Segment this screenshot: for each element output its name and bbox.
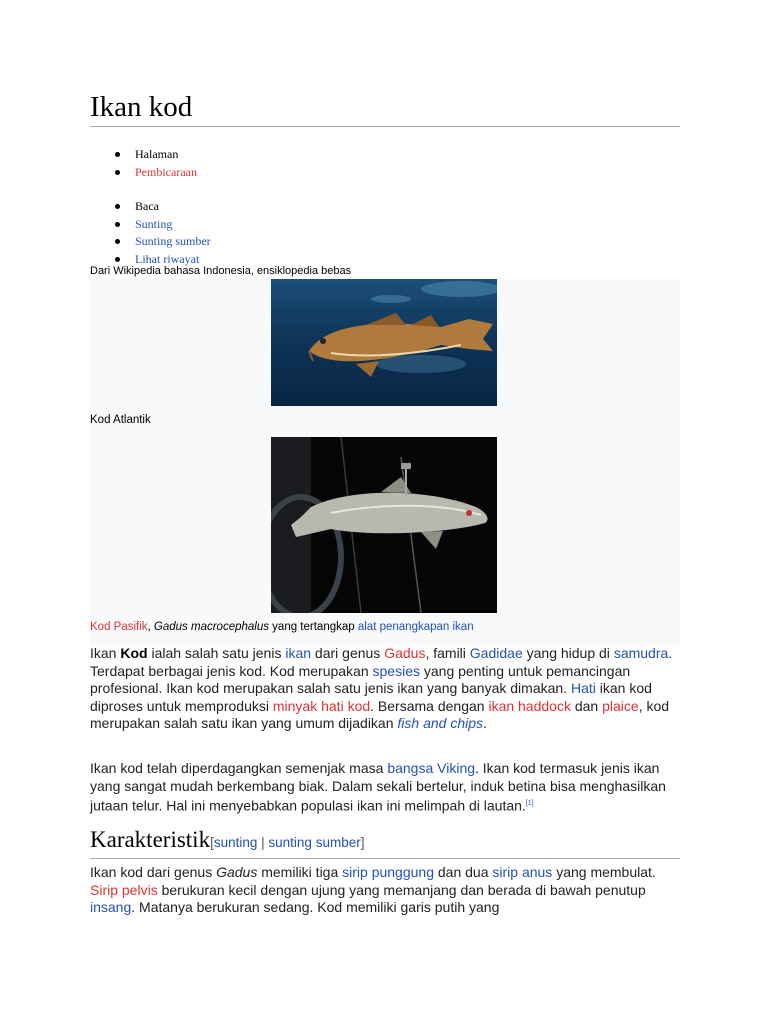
link-section-sunting[interactable]: sunting	[213, 835, 258, 850]
link-ikan-haddock[interactable]: ikan haddock	[488, 697, 571, 714]
link-sirip-anus[interactable]: sirip anus	[492, 864, 553, 880]
link-alat-penangkapan-ikan[interactable]: alat penangkapan ikan	[357, 621, 474, 633]
characteristics-paragraph: Ikan kod dari genus Gadus memiliki tiga sirip punggung dan dua sirip anus yang membulat. Sirip pelvis berukuran kecil dengan ujung yang memanjang dan berada di bawah penutup insang. Matanya berukuran sedang. Kod memiliki garis putih yang	[90, 864, 656, 916]
link-ikan[interactable]: ikan	[285, 645, 312, 661]
history-paragraph: Ikan kod telah diperdagangkan semenjak masa bangsa Viking. Ikan kod termasuk jenis ikan yang sangat mudah berkembang biak. Dalam sekali bertelur, induk betina bisa menghasilkan jutaan telur. Hal ini menyebabkan populasi ikan ini melimpah di lautan.[1]	[90, 760, 666, 814]
intro-paragraph: Ikan Kod ialah salah satu jenis ikan dari genus Gadus, famili Gadidae yang hidup di samudra. Terdapat berbagai jenis kod. Kod merupakan spesies yang penting untuk pemancingan profesional. Ikan kod merupakan salah satu jenis ikan yang banyak dimakan. Hati ikan kod diproses untuk memproduksi minyak hati kod. Bersama dengan ikan haddock dan plaice, kod merupakan salah satu ikan yang umum dijadikan fish and chips.	[90, 645, 673, 732]
tab-baca[interactable]: Baca	[90, 198, 211, 216]
namespace-tabs	[90, 146, 197, 181]
link-hati[interactable]: Hati	[570, 680, 596, 697]
caption-pacific-cod: Kod Pasifik, Gadus macrocephalus yang tertangkap alat penangkapan ikan	[90, 621, 474, 633]
tab-sunting-sumber[interactable]: Sunting sumber	[90, 233, 211, 251]
link-minyak-hati-kod[interactable]: minyak hati kod	[272, 697, 371, 714]
link-sirip-punggung[interactable]: sirip punggung	[342, 864, 434, 880]
view-tabs	[90, 198, 211, 268]
link-spesies[interactable]: spesies	[372, 662, 420, 679]
pacific-cod-illustration	[271, 437, 497, 613]
tab-pembicaraan[interactable]: Pembicaraan	[90, 164, 197, 182]
atlantic-cod-image[interactable]	[271, 279, 497, 406]
tab-halaman[interactable]: Halaman	[90, 146, 197, 164]
link-kod-pasifik[interactable]: Kod Pasifik	[90, 621, 148, 633]
reference-1[interactable]: [1]	[525, 800, 534, 808]
link-fish-and-chips[interactable]: fish and chips	[397, 715, 484, 732]
link-section-sunting-sumber[interactable]: sunting sumber	[268, 835, 361, 850]
caption-atlantic-cod[interactable]: Kod Atlantik	[90, 414, 151, 426]
link-gadidae[interactable]: Gadidae	[469, 645, 523, 661]
section-edit-links: [sunting | sunting sumber]	[210, 835, 365, 850]
tab-lihat-riwayat[interactable]: Lihat riwayat	[90, 251, 211, 269]
page-title: Ikan kod	[90, 90, 680, 127]
site-tagline: Dari Wikipedia bahasa Indonesia, ensiklopedia bebas	[90, 265, 352, 277]
link-insang[interactable]: insang	[90, 899, 132, 916]
link-bangsa-viking[interactable]: bangsa Viking	[387, 760, 476, 776]
section-heading-karakteristik: Karakteristik[sunting | sunting sumber]	[90, 826, 680, 859]
link-sirip-pelvis[interactable]: Sirip pelvis	[90, 881, 158, 898]
tab-sunting[interactable]: Sunting	[90, 216, 211, 234]
atlantic-cod-illustration	[271, 279, 497, 406]
image-gallery	[90, 279, 680, 645]
pacific-cod-image[interactable]	[271, 437, 497, 613]
link-gadus[interactable]: Gadus	[384, 645, 426, 661]
link-plaice[interactable]: plaice	[602, 697, 639, 714]
link-samudra[interactable]: samudra	[613, 645, 669, 661]
